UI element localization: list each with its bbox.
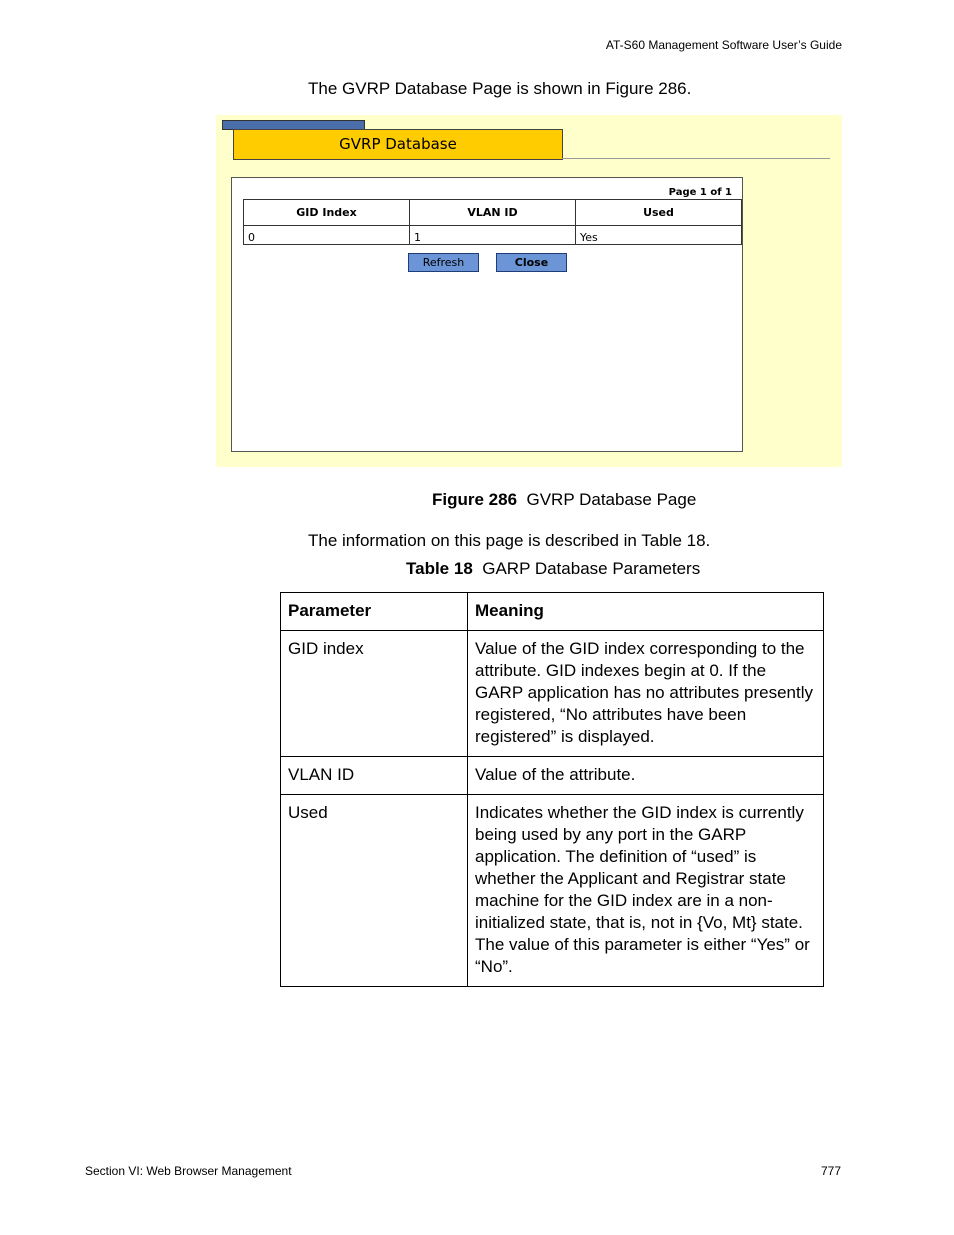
header-meaning: Meaning [468, 593, 824, 631]
figure-caption [432, 490, 696, 510]
param-name: Used [281, 795, 468, 987]
param-name: GID index [281, 631, 468, 757]
column-header-gid-index: GID Index [244, 200, 410, 226]
table-caption [406, 559, 700, 579]
param-meaning: Value of the GID index corresponding to the attribute. GID indexes begin at 0. If the GARP application has no attributes presently registered, “No attributes have been registered” is displayed. [468, 631, 824, 757]
gvrp-table [243, 199, 742, 245]
table-row [281, 795, 824, 987]
figure-label: Figure 286 [432, 490, 518, 509]
table-header-row [281, 593, 824, 631]
param-meaning: Value of the attribute. [468, 757, 824, 795]
cell-vlan-id: 1 [410, 226, 576, 245]
page-number: 777 [820, 1164, 841, 1178]
intro-paragraph: The GVRP Database Page is shown in Figure 286. [308, 79, 692, 98]
refresh-button[interactable]: Refresh [408, 253, 479, 272]
content-panel [231, 177, 743, 452]
tab-gvrp-database[interactable]: GVRP Database [233, 129, 563, 160]
param-meaning: Indicates whether the GID index is currently being used by any port in the GARP application. The definition of “used” is whether the Applicant and Registrar state machine for the GID index are in a non-initialized state, that is, not in {Vo, Mt} state. The value of this parameter is either “Yes” or “No”. [468, 795, 824, 987]
description-paragraph: The information on this page is described in Table 18. [308, 531, 711, 550]
running-header: AT-S60 Management Software User’s Guide [605, 38, 842, 52]
table-label: Table 18 [406, 559, 473, 578]
table-row [281, 757, 824, 795]
column-header-vlan-id: VLAN ID [410, 200, 576, 226]
figure-caption-text: GVRP Database Page [526, 490, 697, 509]
column-header-used: Used [576, 200, 742, 226]
table-header-row [244, 200, 742, 226]
header-parameter: Parameter [281, 593, 468, 631]
cell-gid-index: 0 [244, 226, 410, 245]
footer-section: Section VI: Web Browser Management [85, 1164, 292, 1178]
param-name: VLAN ID [281, 757, 468, 795]
page-indicator: Page 1 of 1 [668, 187, 732, 198]
parameters-table [280, 592, 824, 987]
tab-divider [562, 158, 830, 159]
table-row [281, 631, 824, 757]
gvrp-database-screenshot [216, 115, 842, 467]
cell-used: Yes [576, 226, 742, 245]
close-button[interactable]: Close [496, 253, 567, 272]
table-row [244, 226, 742, 245]
table-caption-text: GARP Database Parameters [482, 559, 701, 578]
